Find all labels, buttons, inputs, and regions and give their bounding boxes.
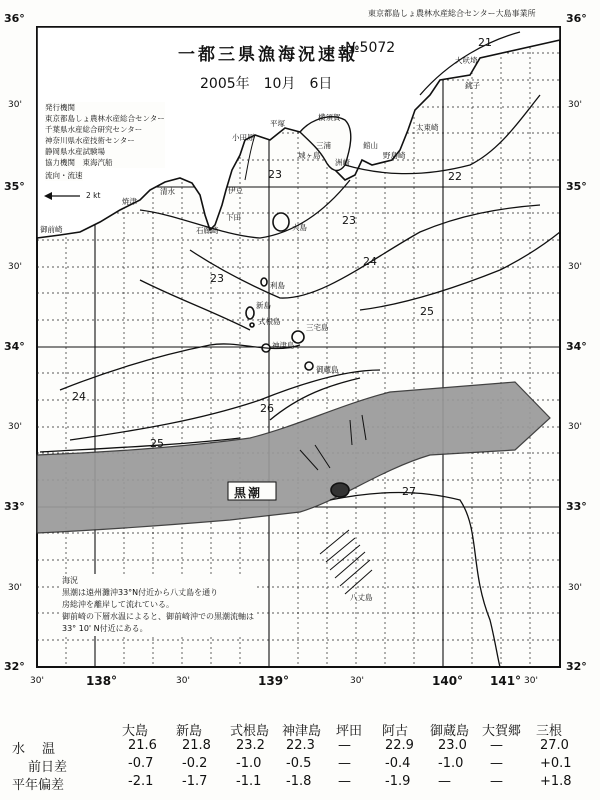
place-kozu: 神津島	[272, 341, 295, 350]
cell-value: -1.1	[236, 774, 262, 789]
cell-value: -1.8	[286, 774, 312, 789]
table-row	[0, 738, 600, 756]
row-label-anomaly: 平年偏差	[12, 778, 65, 793]
place-shimoda: 下田	[226, 213, 241, 222]
place-omaezaki: 御前崎	[40, 225, 63, 234]
cell-value: -2.1	[128, 774, 154, 789]
cell-value: 27.0	[540, 738, 569, 753]
row-label-temp: 水 温	[12, 742, 58, 757]
cell-value: -0.7	[128, 756, 154, 771]
place-yokosuka: 横須賀	[318, 113, 341, 122]
place-nojima: 野島崎	[383, 151, 406, 160]
lat-3230-left: 30'	[8, 583, 22, 593]
place-irozaki: 石廊崎	[196, 226, 219, 235]
isotherm-25a: 25	[420, 305, 434, 318]
bulletin-title: 一都三県漁海況速報	[178, 45, 358, 65]
lon-140: 140°	[432, 674, 464, 688]
lat-3430-left: 30'	[8, 262, 22, 272]
lat-32-left: 32°	[4, 660, 25, 673]
place-hiratsuka: 平塚	[270, 119, 285, 128]
lat-36-right: 36°	[566, 12, 587, 25]
lat-35-left: 35°	[4, 180, 25, 193]
station-mikurajima: 御蔵島	[430, 724, 470, 739]
lat-33-left: 33°	[4, 500, 25, 513]
place-miura: 三浦	[316, 141, 331, 150]
lon-13830: 30'	[176, 676, 190, 686]
station-tsubota: 坪田	[336, 724, 363, 739]
lon-141: 141°	[490, 674, 522, 688]
island-niijima	[246, 307, 254, 319]
table-row	[0, 756, 600, 774]
publisher-4: 静岡県水産試験場	[45, 147, 105, 156]
isotherm-21: 21	[478, 36, 492, 49]
cell-value: -1.9	[385, 774, 411, 789]
cell-value: 21.8	[182, 738, 211, 753]
place-sunosaki: 洲崎	[335, 158, 350, 167]
place-niijima: 新島	[256, 301, 271, 310]
notes-line-2: 房総沖を離岸して流れている。	[62, 600, 174, 609]
kuroshio-label: 黒潮	[234, 486, 263, 500]
place-shimizu: 清水	[160, 187, 175, 196]
place-tateyama: 館山	[363, 141, 378, 150]
source-office: 東京都島しょ農林水産総合センター大島事業所	[368, 9, 536, 18]
lon-13730: 30'	[30, 676, 44, 686]
notes-line-3: 御前崎の下層水温によると、御前崎沖での黒潮流軸は	[62, 612, 254, 621]
isotherm-23a: 23	[268, 168, 282, 181]
place-toshima: 利島	[270, 281, 285, 290]
notes-heading: 海況	[62, 576, 78, 585]
publisher-1: 東京都島しょ農林水産総合センター	[45, 114, 165, 123]
sea-condition-notes	[60, 574, 256, 636]
cell-value: —	[490, 756, 503, 771]
bulletin-date: 2005年 10月 6日	[200, 76, 333, 92]
station-shikinejima: 式根島	[230, 724, 270, 739]
station-mitsune: 三根	[536, 724, 563, 739]
station-ako: 阿古	[382, 724, 409, 739]
place-shikine: 式根島	[258, 317, 281, 326]
lat-33-right: 33°	[566, 500, 587, 513]
place-choshi: 銚子	[465, 81, 480, 90]
place-oshima: 大島	[292, 223, 307, 232]
place-yaizu: 焼津	[122, 197, 137, 206]
lat-3430-right: 30'	[568, 262, 582, 272]
cell-value: 22.9	[385, 738, 414, 753]
lat-35-right: 35°	[566, 180, 587, 193]
row-label-prevday: 前日差	[28, 760, 68, 775]
lat-34-right: 34°	[566, 340, 587, 353]
place-mikura: 御蔵島	[316, 365, 339, 374]
station-kozushima: 神津島	[282, 724, 322, 739]
lat-3230-right: 30'	[568, 583, 582, 593]
place-taito: 太東崎	[416, 123, 439, 132]
place-jogashima: 城ヶ島	[298, 151, 321, 160]
lon-14030: 30'	[524, 676, 538, 686]
island-oshima	[273, 213, 289, 231]
coop-name: 東海汽船	[82, 158, 113, 167]
place-hachijo: 八丈島	[350, 593, 373, 602]
place-inubo: 大吠埼	[455, 56, 478, 65]
coop-heading: 協力機関	[45, 158, 75, 167]
cell-value: 23.0	[438, 738, 467, 753]
cell-value: -0.4	[385, 756, 411, 771]
cell-value: —	[438, 774, 451, 789]
station-niijima: 新島	[176, 724, 203, 739]
lon-13930: 30'	[350, 676, 364, 686]
cell-value: -1.0	[438, 756, 464, 771]
table-row	[0, 774, 600, 792]
cell-value: 21.6	[128, 738, 157, 753]
cell-value: 22.3	[286, 738, 315, 753]
cell-value: +0.1	[540, 756, 572, 771]
cell-value: —	[490, 774, 503, 789]
cell-value: —	[338, 774, 351, 789]
cell-value: -0.2	[182, 756, 208, 771]
table-header-row	[0, 720, 600, 738]
notes-line-4: 33° 10' N付近にある。	[62, 624, 148, 633]
cell-value: 23.2	[236, 738, 265, 753]
cell-value: +1.8	[540, 774, 572, 789]
cell-value: -1.0	[236, 756, 262, 771]
island-mikurajima	[305, 362, 313, 370]
island-shikinejima	[250, 323, 254, 327]
kuroshio-band	[37, 382, 550, 533]
lat-3330-right: 30'	[568, 422, 582, 432]
publisher-3: 神奈川県水産技術センター	[45, 136, 135, 145]
isotherm-22: 22	[448, 170, 462, 183]
legend-current-label: 流向・流速	[45, 171, 83, 180]
island-hachijojima	[331, 483, 349, 497]
cell-value: -0.5	[286, 756, 312, 771]
station-oshima: 大島	[122, 724, 149, 739]
lon-139: 139°	[258, 674, 290, 688]
lat-3530-right: 30'	[568, 100, 582, 110]
lon-138: 138°	[86, 674, 118, 688]
notes-line-1: 黒潮は遠州灘沖33°N付近から八丈島を通り	[62, 588, 219, 597]
isotherm-26: 26	[260, 402, 274, 415]
isotherm-23c: 23	[210, 272, 224, 285]
publishers-heading: 発行機関	[45, 103, 75, 112]
isotherm-24a: 24	[363, 255, 377, 268]
lat-3330-left: 30'	[8, 422, 22, 432]
isotherm-24b: 24	[72, 390, 86, 403]
publishers-block	[45, 102, 165, 168]
place-odawara: 小田原	[232, 133, 255, 142]
place-izu: 伊豆	[228, 186, 243, 195]
isotherm-25b: 25	[150, 437, 164, 450]
lat-3530-left: 30'	[8, 100, 22, 110]
publisher-2: 千葉県水産総合研究センター	[45, 125, 143, 134]
lat-34-left: 34°	[4, 340, 25, 353]
isotherm-27: 27	[402, 485, 416, 498]
lat-36-left: 36°	[4, 12, 25, 25]
cell-value: —	[338, 738, 351, 753]
place-miyake: 三宅島	[306, 323, 329, 332]
lat-32-right: 32°	[566, 660, 587, 673]
cell-value: -1.7	[182, 774, 208, 789]
issue-number: №5072	[345, 40, 396, 56]
isotherm-23b: 23	[342, 214, 356, 227]
island-toshima	[261, 278, 267, 286]
cell-value: —	[338, 756, 351, 771]
station-okago: 大賀郷	[482, 724, 522, 739]
cell-value: —	[490, 738, 503, 753]
legend-speed: 2 kt	[86, 191, 101, 200]
